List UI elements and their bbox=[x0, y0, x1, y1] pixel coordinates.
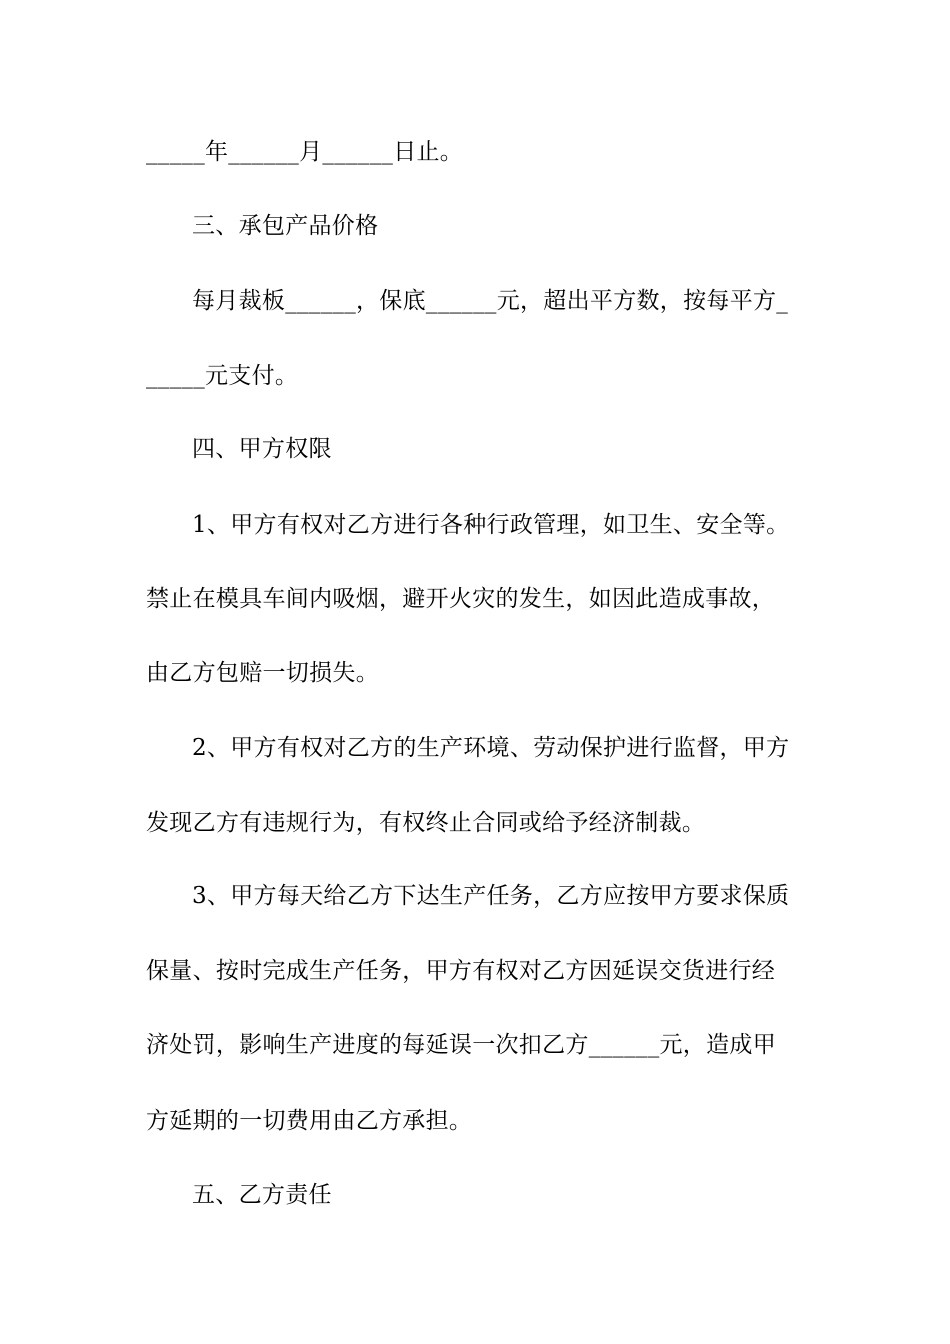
section-heading-3: 三、承包产品价格 bbox=[192, 213, 379, 239]
clause-3-line: 方延期的一切费用由乙方承担。 bbox=[146, 1108, 473, 1134]
clause-1-line: 由乙方包赔一切损失。 bbox=[146, 660, 379, 686]
date-end-line: _____年______月______日止。 bbox=[146, 139, 464, 165]
clause-1-line: 1、甲方有权对乙方进行各种行政管理，如卫生、安全等。 bbox=[192, 512, 790, 538]
clause-2-line: 2、甲方有权对乙方的生产环境、劳动保护进行监督，甲方 bbox=[192, 735, 790, 761]
paragraph-line: 每月裁板______，保底______元，超出平方数，按每平方_ bbox=[192, 288, 789, 314]
section-heading-5: 五、乙方责任 bbox=[192, 1182, 332, 1208]
clause-1-line: 禁止在模具车间内吸烟，避开火灾的发生，如因此造成事故， bbox=[146, 586, 776, 612]
paragraph-line: _____元支付。 bbox=[146, 363, 299, 389]
clause-3-line: 济处罚，影响生产进度的每延误一次扣乙方______元，造成甲 bbox=[146, 1032, 776, 1058]
section-heading-4: 四、甲方权限 bbox=[192, 436, 332, 462]
clause-2-line: 发现乙方有违规行为，有权终止合同或给予经济制裁。 bbox=[146, 810, 706, 836]
clause-3-line: 3、甲方每天给乙方下达生产任务，乙方应按甲方要求保质 bbox=[192, 883, 790, 909]
clause-3-line: 保量、按时完成生产任务，甲方有权对乙方因延误交货进行经 bbox=[146, 958, 776, 984]
